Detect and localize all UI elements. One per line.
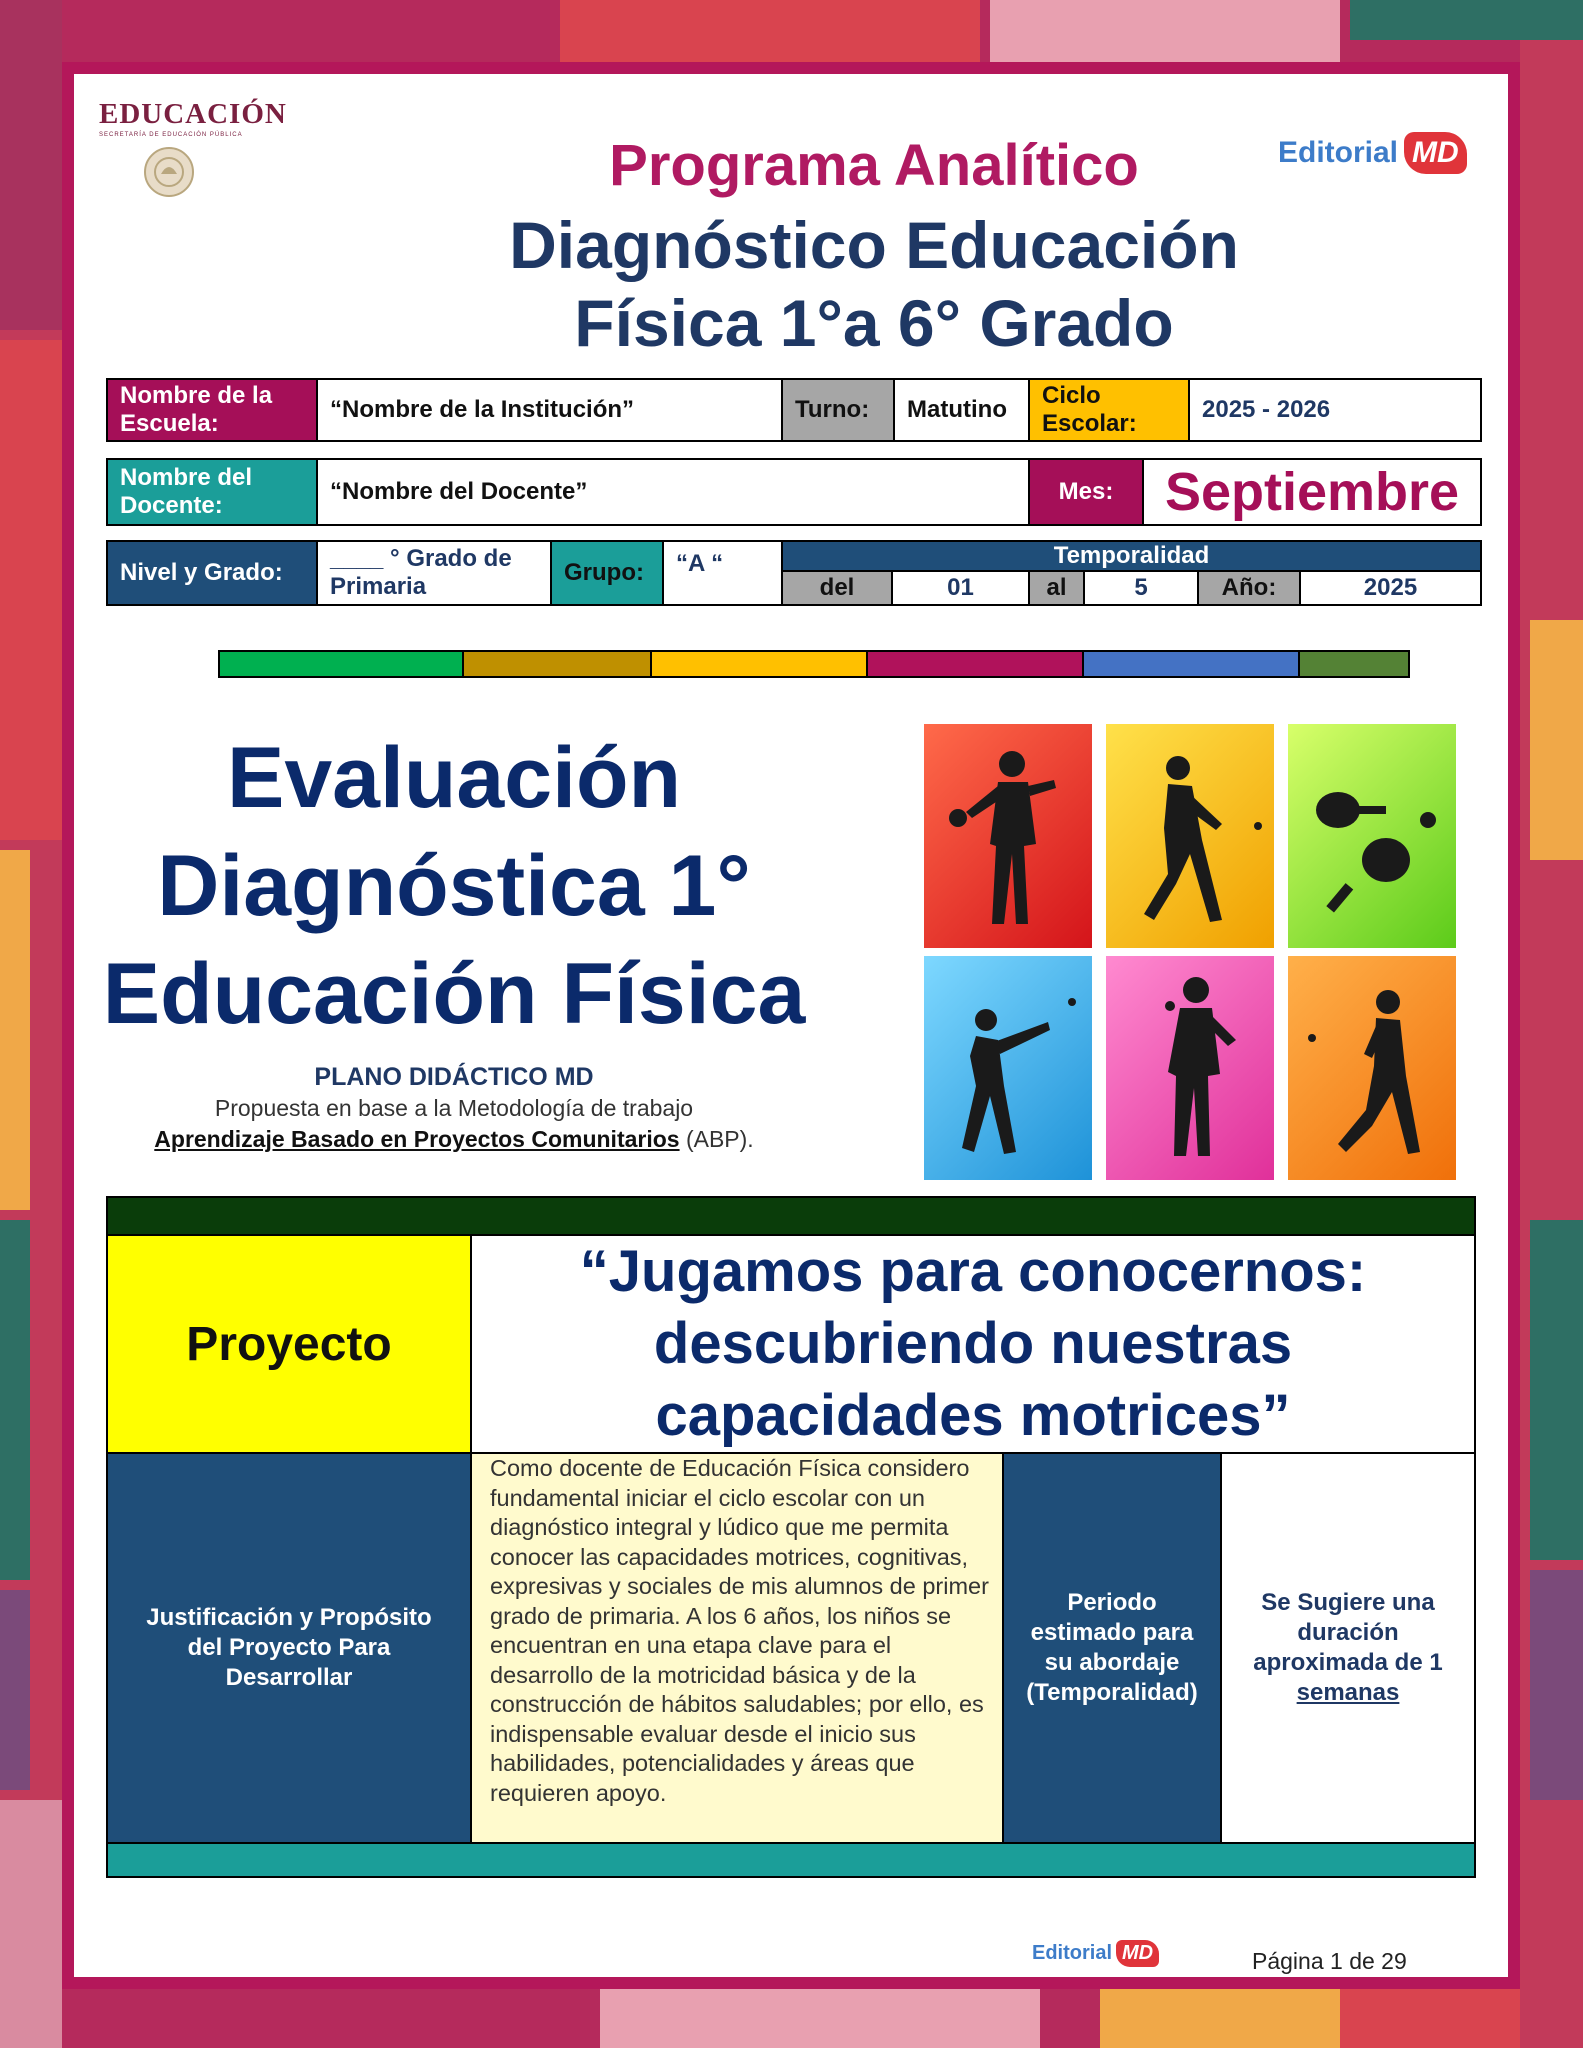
anio-label: Año: xyxy=(1197,570,1301,606)
strip-segment xyxy=(218,650,464,678)
background-tile xyxy=(0,1590,30,1790)
evaluation-heading-line-2: Diagnóstica 1° xyxy=(157,838,751,934)
ciclo-value: 2025 - 2026 xyxy=(1188,378,1482,442)
background-tile xyxy=(990,0,1340,62)
background-tile xyxy=(1100,1989,1340,2048)
escuela-value: “Nombre de la Institución” xyxy=(316,378,783,442)
temporalidad-label: Temporalidad xyxy=(781,540,1482,572)
ciclo-label: Ciclo Escolar: xyxy=(1028,378,1190,442)
form-row-school xyxy=(106,378,1482,442)
background-tile xyxy=(1520,0,1583,40)
form-row-grade xyxy=(106,540,1482,606)
grupo-value: “A “ xyxy=(662,540,783,606)
player-silhouette-icon xyxy=(1106,956,1274,1180)
evaluation-heading-line-3: Educación Física xyxy=(102,946,806,1042)
ping-pong-player-image xyxy=(1288,956,1456,1180)
editorial-logo-text: Editorial xyxy=(1278,136,1399,169)
paddles-icon xyxy=(1288,724,1456,948)
plano-block xyxy=(94,1062,814,1155)
strip-segment xyxy=(866,650,1084,678)
educacion-logo xyxy=(99,98,287,207)
ping-pong-player-image xyxy=(1106,956,1274,1180)
form-row-teacher xyxy=(106,458,1482,526)
strip-segment xyxy=(650,650,868,678)
page-title-line-2: Física 1°a 6° Grado xyxy=(574,286,1174,360)
project-title xyxy=(471,1235,1475,1453)
periodo-label: Periodo estimado para su abordaje (Temporalidad) xyxy=(1003,1453,1221,1843)
project-title-line-3: capacidades motrices” xyxy=(655,1383,1291,1448)
escuela-label: Nombre de la Escuela: xyxy=(106,378,318,442)
background-tile xyxy=(0,1800,62,2048)
background-tile xyxy=(1530,1570,1583,1800)
background-tile xyxy=(1340,1989,1520,2048)
mes-value: Septiembre xyxy=(1142,458,1482,526)
plano-title: PLANO DIDÁCTICO MD xyxy=(314,1063,594,1091)
turno-label: Turno: xyxy=(781,378,895,442)
strip-segment xyxy=(462,650,652,678)
footer-editorial-logo xyxy=(1032,1940,1159,1967)
background-tile xyxy=(560,0,980,62)
duracion-cell xyxy=(1221,1453,1475,1843)
page-number: Página 1 de 29 xyxy=(1252,1948,1407,1974)
docente-label: Nombre del Docente: xyxy=(106,458,318,526)
player-silhouette-icon xyxy=(1106,724,1274,948)
table-header-bar xyxy=(107,1197,1475,1235)
color-strip xyxy=(218,650,1410,678)
duracion-link[interactable]: semanas xyxy=(1296,1679,1400,1706)
abp-link[interactable]: Aprendizaje Basado en Proyectos Comunitarios xyxy=(154,1126,680,1152)
proyecto-label: Proyecto xyxy=(107,1235,471,1453)
footer-bar-cell xyxy=(107,1843,1475,1877)
ping-pong-paddles-image xyxy=(1288,724,1456,948)
background-tile xyxy=(1350,0,1520,40)
anio-value: 2025 xyxy=(1299,570,1482,606)
justificacion-text: Como docente de Educación Física considero fundamental iniciar el ciclo escolar con un diagnóstico integral y lúdico que me permita conocer las capacidades motrices, cognitivas, expresivas y sociales de mis alumnos de primer grado de primaria. A los 6 años, los niños se encuentran en una etapa clave para el desarrollo de la motricidad básica y de la construcción de hábitos saludables; por ello, es indispensable evaluar desde el inicio sus habilidades, potencialidades y áreas que requieren apoyo. xyxy=(471,1453,1003,1843)
project-title-line-1: “Jugamos para conocernos: xyxy=(579,1239,1367,1304)
propuesta-text: Propuesta en base a la Metodología de trabajo xyxy=(214,1095,694,1121)
page-title-line-1: Diagnóstico Educación xyxy=(509,208,1239,282)
del-value: 01 xyxy=(891,570,1030,606)
nivel-label: Nivel y Grado: xyxy=(106,540,318,606)
duracion-text: Se Sugiere una duración aproximada de 1 xyxy=(1253,1589,1443,1676)
ping-pong-player-image xyxy=(924,956,1092,1180)
page-title xyxy=(374,206,1374,362)
seal-icon xyxy=(139,142,199,202)
abp-line xyxy=(94,1124,814,1155)
ping-pong-player-image xyxy=(1106,724,1274,948)
project-row xyxy=(107,1235,1475,1453)
turno-value: Matutino xyxy=(893,378,1030,442)
program-title: Programa Analítico xyxy=(609,133,1139,198)
footer-logo-text: Editorial xyxy=(1032,1942,1113,1964)
nivel-value: ____ ° Grado de Primaria xyxy=(316,540,552,606)
table-footer-bar xyxy=(107,1843,1475,1877)
document-page xyxy=(62,62,1520,1989)
docente-value: “Nombre del Docente” xyxy=(316,458,1030,526)
strip-segment xyxy=(1298,650,1410,678)
background-tile xyxy=(0,1220,30,1580)
educacion-logo-subtext: SECRETARÍA DE EDUCACIÓN PÚBLICA xyxy=(99,132,243,138)
editorial-logo-mark: MD xyxy=(1404,132,1467,174)
al-label: al xyxy=(1028,570,1085,606)
background-tile xyxy=(0,0,62,330)
mes-label: Mes: xyxy=(1028,458,1144,526)
background-tile xyxy=(600,1989,1040,2048)
al-value: 5 xyxy=(1083,570,1199,606)
footer-logo-mark: MD xyxy=(1116,1940,1159,1967)
evaluation-heading-line-1: Evaluación xyxy=(226,730,682,826)
project-table xyxy=(106,1196,1476,1878)
del-label: del xyxy=(781,570,893,606)
ping-pong-player-image xyxy=(924,724,1092,948)
justificacion-label: Justificación y Propósito del Proyecto Para Desarrollar xyxy=(107,1453,471,1843)
educacion-logo-text: EDUCACIÓN xyxy=(99,98,287,130)
grupo-label: Grupo: xyxy=(550,540,664,606)
abp-suffix: (ABP). xyxy=(679,1126,754,1152)
background-tile xyxy=(0,850,30,1210)
player-silhouette-icon xyxy=(924,956,1092,1180)
player-silhouette-icon xyxy=(1288,956,1456,1180)
header-bar-cell xyxy=(107,1197,1475,1235)
project-title-line-2: descubriendo nuestras xyxy=(653,1311,1293,1376)
sports-image-grid xyxy=(924,724,1456,1180)
evaluation-heading xyxy=(94,724,814,1048)
strip-segment xyxy=(1082,650,1300,678)
player-silhouette-icon xyxy=(924,724,1092,948)
background-tile xyxy=(1530,620,1583,860)
justification-row xyxy=(107,1453,1475,1843)
background-tile xyxy=(1530,1220,1583,1560)
background-tile xyxy=(0,340,62,840)
